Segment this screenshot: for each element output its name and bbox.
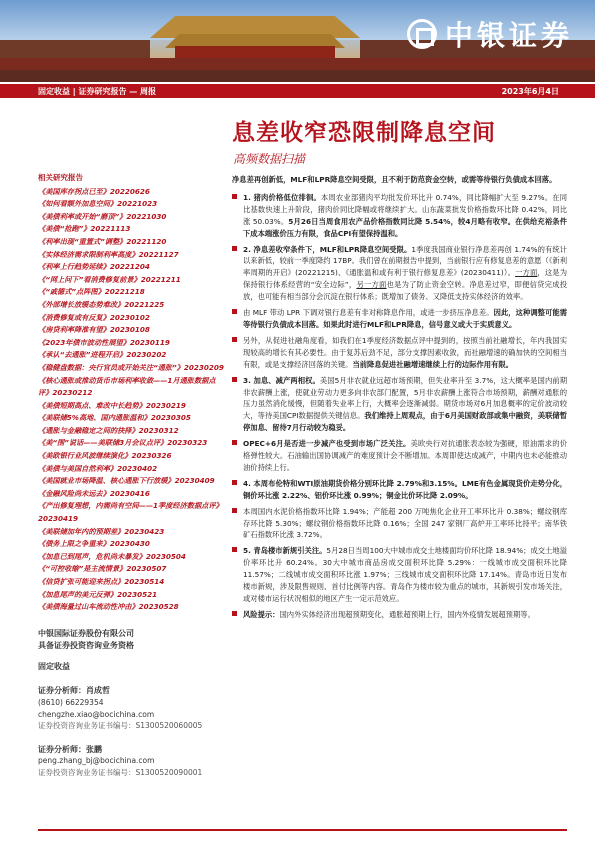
related-report-link[interactable]: 《核心通胀或推动货币市场利率收敛——1月通胀数据点评》20230212 bbox=[38, 375, 216, 398]
related-report-link[interactable]: 《美联储5%高地、国内通胀温和》20230305 bbox=[38, 413, 191, 423]
paragraph-2 bbox=[232, 244, 567, 304]
paragraph-1 bbox=[232, 192, 567, 240]
company-name: 中银国际证券股份有限公司 具备证券投资咨询业务资格 bbox=[38, 628, 134, 651]
related-report-link[interactable]: 《美“围”说话——美联储3月会议点评》20230323 bbox=[38, 438, 208, 448]
related-report-link[interactable]: 《“戚德式”点阵图》20221218 bbox=[38, 287, 145, 297]
related-report-link[interactable]: 《美国就业市场降温、核心通胀下行放缓》20230409 bbox=[38, 476, 215, 486]
related-reports-list bbox=[38, 186, 224, 614]
paragraph-4 bbox=[232, 335, 567, 371]
analyst-email[interactable]: peng.zhang_bj@bocichina.com bbox=[38, 756, 155, 766]
related-report-link[interactable]: 《美债“抢跑”》20221113 bbox=[38, 224, 131, 234]
related-report-link[interactable]: 《金融风险尚未远去》20230416 bbox=[38, 488, 150, 498]
related-report-link[interactable]: 《实体经济需求限制利率高度》20221127 bbox=[38, 249, 179, 259]
paragraph-3 bbox=[232, 307, 567, 331]
paragraph-6 bbox=[232, 438, 567, 474]
p6-bold: OPEC+6月是否进一步减产也受到市场广泛关注。 bbox=[243, 439, 411, 449]
related-report-link[interactable]: 《美债利率或开始“磨顶”》20221030 bbox=[38, 211, 167, 221]
paragraph-8 bbox=[232, 545, 567, 605]
lead-summary: 净息差再创新低，MLF和LPR降息空间受限，且不利于防范资金空转，或需等待银行负债成本回落。 bbox=[232, 175, 557, 184]
report-date: 2023年6月4日 bbox=[501, 86, 559, 96]
p2-end: 也是为了防止资金空转。净息差过窄，即便信贷完成投放，也可能有相当部分会沉淀在银行体系；既增加了债务、又降低支持实体经济的效率。 bbox=[243, 280, 568, 302]
p1-text: 本周农业部猪肉平均批发价环比升 0.74%，同比降幅扩大至 9.27%。在同比基数快速上升阶段，猪肉价同比降幅或将继续扩大。山东蔬菜批发价格指数环比降 0.42%，同比涨 50.03%。 bbox=[243, 192, 568, 226]
company-info bbox=[38, 628, 224, 653]
p8-text: 5月28日当周100大中城市成交土地楼面均价环比降 18.94%；成交土地溢价率环比升 60.24%。30大中城市商品房成交面积环比降 5.29%：一线城市成交面积环比降 11.57%；二线城市成交面积环比涨 1.97%；三线城市成交面积环比降 17.14%。青岛市近日发布楼市新规，涉及限售规则、首付比例等内容。青岛作为楼市较为重点的城市，其新规引发市场关注，或对楼市运行状况相似的地区产生一定示范效应。 bbox=[243, 546, 567, 603]
analyst-email[interactable]: chengzhe.xiao@bocichina.com bbox=[38, 709, 155, 719]
p5-heading: 3. 加息、减产两相权。 bbox=[243, 375, 320, 385]
p8-heading: 5. 青岛楼市新规引关注。 bbox=[243, 546, 327, 556]
related-report-link[interactable]: 《产出修复理想，内需尚有空间——1季度经济数据点评》20230419 bbox=[38, 501, 223, 524]
p5-text: 美国5月非农就业远超市场预期，但失业率升至 3.7%，这大概率是国内前期非农薪酬上涨，使就业劳动力更多向非农部门配置，5月非农薪酬上涨符合市场预期，薪酬对通胀的压力虽然消化缓慢，但随着失业率上行，大概率会逐渐减弱。期货市场对6月加息概率的定价波动较大，等待美国CPI数据提供关键信息。 bbox=[243, 375, 568, 421]
bullet-icon bbox=[232, 244, 239, 304]
report-type: 固定收益 | 证券研究报告 — 周报 bbox=[38, 86, 157, 96]
logo-text: 中银证券 bbox=[444, 19, 573, 52]
footer-divider bbox=[38, 829, 567, 831]
related-report-link[interactable]: 《稳健盘数据：央行官员或开始关注“通胀”》20230209 bbox=[38, 362, 224, 372]
p2-underline-1: 一方面 bbox=[515, 268, 538, 278]
page-title: 息差收窄恐限制降息空间 bbox=[232, 119, 496, 146]
related-report-link[interactable]: 《美国库存拐点已至》20220626 bbox=[38, 186, 150, 196]
p5-bold: 我们维持上周观点，由于6月美国财政部或集中融资，美联储暂停加息、留待7月行动较为稳妥。 bbox=[243, 411, 567, 433]
paragraph-7 bbox=[232, 478, 567, 502]
related-report-link[interactable]: 《2023年债市波动性展望》20230119 bbox=[38, 337, 170, 347]
analyst-name: 证券分析师：张鹏 bbox=[38, 744, 102, 754]
related-report-link[interactable]: 《美欧银行业风波继续演化》20230326 bbox=[38, 451, 172, 461]
banner-ground bbox=[0, 70, 595, 82]
related-report-link[interactable]: 《“可控收缩”是主流情景》20230507 bbox=[38, 564, 167, 574]
related-report-link[interactable]: 《利率出现“重置式”调整》20221120 bbox=[38, 236, 167, 246]
p2-heading: 2. 净息差收窄条件下，MLF和LPR降息空间受限。 bbox=[243, 244, 412, 254]
bullet-icon bbox=[232, 438, 239, 474]
sidebar bbox=[38, 172, 224, 779]
p2-underline-2: 另一方面 bbox=[356, 280, 387, 290]
p7-text: 本周国内水泥价格指数环比降 1.94%；产能超 200 万吨焦化企业开工率环比升 0.38%；螺纹钢库存环比降 5.30%；螺纹钢价格指数环比降 0.16%；全国 247 家钢厂高炉开工率环比持平；南华铁矿石指数环比涨 3.72%。 bbox=[243, 506, 567, 540]
p6-text: 美欧央行对抗通胀表态较为强硬，原油需求的价格弹性较大。石油输出国协调减产的难度预计会不断增加。本周即使达成减产，中期内也未必能推动油价持续上行。 bbox=[243, 439, 567, 472]
bullet-icon bbox=[232, 307, 239, 331]
bullet-icon bbox=[232, 545, 239, 605]
bullet-icon bbox=[232, 478, 239, 502]
bullet-icon bbox=[232, 335, 239, 371]
p7-bold: 4. 本周布伦特和WTI原油期货价格分别环比降 2.79%和3.15%。LME有色金属现货价走势分化，铜价环比涨 2.22%、铝价环比涨 0.99%；铜金比价环比降 2.09%。 bbox=[243, 478, 567, 500]
related-reports-heading: 相关研究报告 bbox=[38, 173, 83, 182]
related-report-link[interactable]: 《承认“去通胀”进程开启》20230202 bbox=[38, 350, 167, 360]
risk-text: 国内外实体经济出现超预期变化，通胀超预期上行，国内外疫情发展超预期等。 bbox=[279, 609, 535, 619]
report-info-bar bbox=[0, 84, 595, 98]
bullet-icon bbox=[232, 375, 239, 435]
related-report-link[interactable]: 《外部增长放缓态势难改》20221225 bbox=[38, 299, 165, 309]
related-report-link[interactable]: 《加息已到尾声，危机尚未暴发》20230504 bbox=[38, 551, 186, 561]
related-report-link[interactable]: 《利率上行趋势延续》20221204 bbox=[38, 262, 150, 272]
p3-text: 由 MLF 带动 LPR 下调对银行息差有非对称降息作用，或进一步挤压净息差。 bbox=[243, 308, 494, 318]
p2-text: 1季度我国商业银行净息差再创 1.74%的有统计以来新低，较前一季度降约 17BP。我们曾在前期报告中提到，当前银行应有修复息差的意愿（《新利率周期的开启》(20221215)、《通胀温和或有利于银行修复息差》(20230411)）。 bbox=[243, 244, 567, 278]
main-content bbox=[232, 174, 567, 625]
bank-logo-icon bbox=[407, 19, 437, 49]
analyst-phone: (8610) 66229354 bbox=[38, 697, 104, 707]
related-report-link[interactable]: 《房贷利率降准有望》20230108 bbox=[38, 325, 150, 335]
header-banner bbox=[0, 0, 595, 82]
p3-bold: 因此，这种调整可能需等待银行负债成本回落。如果此时进行MLF和LPR降息，信号意义或大于实质意义。 bbox=[243, 308, 568, 329]
bullet-icon bbox=[232, 506, 239, 542]
related-report-link[interactable]: 《消费修复或有反复》20230102 bbox=[38, 312, 150, 322]
related-report-link[interactable]: 《美债海量过山车流动性冲击》20230528 bbox=[38, 602, 179, 612]
related-report-link[interactable]: 《债务上限之争重来》20230430 bbox=[38, 539, 150, 549]
sector-label: 固定收益 bbox=[38, 661, 70, 671]
analyst-block bbox=[38, 685, 224, 731]
related-report-link[interactable]: 《通胀与金融稳定之间的抉择》20230312 bbox=[38, 425, 179, 435]
related-report-link[interactable]: 《如何看额外加息空间》20221023 bbox=[38, 199, 158, 209]
paragraph-5 bbox=[232, 375, 567, 435]
risk-heading: 风险提示： bbox=[243, 609, 280, 619]
company-logo bbox=[407, 14, 573, 54]
related-report-link[interactable]: 《“网上问下”看消费修复前景》20221211 bbox=[38, 274, 181, 284]
paragraph-9 bbox=[232, 609, 567, 621]
p4-bold: 当前降息促进社融增速继续上行的边际作用有限。 bbox=[352, 359, 513, 369]
p4-text: 另外，从促进社融角度看，如我们在1季度经济数据点评中提到的，按照当前社融增长，年内我国实现较高的增长有其必要性。由于复苏后劲不足，部分支撑因素收敛，而社融增速的确加快的空间相当有限，或是支撑经济回落的关键。 bbox=[243, 335, 567, 369]
bullet-icon bbox=[232, 192, 239, 240]
related-report-link[interactable]: 《美债与美国自然利率》20230402 bbox=[38, 463, 158, 473]
bullet-icon bbox=[232, 609, 239, 621]
related-report-link[interactable]: 《信贷扩张可能迎来拐点》20230514 bbox=[38, 577, 165, 586]
related-report-link[interactable]: 《加息尾声的美元反弹》20230521 bbox=[38, 589, 158, 599]
p1-heading: 1. 猪肉价格低位徘徊。 bbox=[243, 192, 321, 202]
analyst-name: 证券分析师：肖成哲 bbox=[38, 686, 110, 696]
related-report-link[interactable]: 《美联储加年内的预期差》20230423 bbox=[38, 526, 165, 536]
analyst-block bbox=[38, 744, 224, 779]
p2-mid: ，这是为保持银行体系经营的“安全边际”， bbox=[243, 268, 568, 290]
related-report-link[interactable]: 《美债短期高点、难改中长趋势》20230219 bbox=[38, 400, 186, 410]
p1-bold: 5月26日当周食用农产品价格指数同比降 5.54%，较4月略有收窄。在供给充裕条件下成本端涨价压力有限，食品CPI有望保持温和。 bbox=[243, 216, 567, 238]
analyst-cert: 证券投资咨询业务证书编号：S1300520090001 bbox=[38, 767, 203, 777]
page-subtitle: 高频数据扫描 bbox=[233, 152, 306, 166]
analyst-cert: 证券投资咨询业务证书编号：S1300520060005 bbox=[38, 721, 203, 731]
paragraph-7b bbox=[232, 506, 567, 542]
